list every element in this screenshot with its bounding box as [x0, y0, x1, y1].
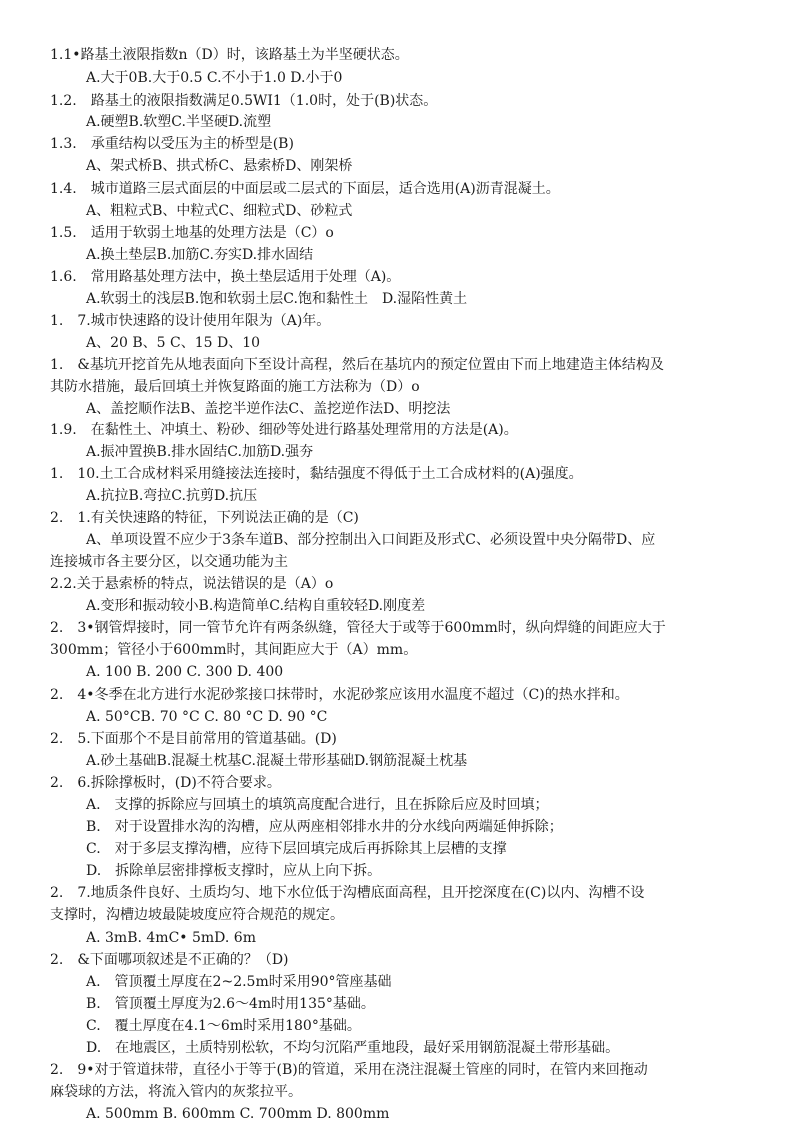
options-2-1-cont: 连接城市各主要分区，以交通功能为主: [50, 554, 288, 570]
options-2-7: A. 3mB. 4mC• 5mD. 6m: [86, 930, 256, 946]
question-1-1: 1.1•路基土液限指数n（D）时，该路基土为半坚硬状态。: [50, 47, 409, 63]
options-2-9: A. 500mm B. 600mm C. 700mm D. 800mm: [86, 1106, 390, 1122]
question-1-8: 1. &基坑开挖首先从地表面向下至设计高程，然后在基坑内的预定位置由下而上地建造主体结构及: [50, 357, 664, 373]
question-1-5: 1.5. 适用于软弱土地基的处理方法是（C）o: [50, 225, 334, 241]
question-1-8-cont: 其防水措施，最后回填土并恢复路面的施工方法称为（D）o: [50, 379, 420, 395]
options-2-6-d: D. 拆除单层密排撑板支撑时，应从上向下拆。: [86, 863, 382, 879]
question-2-5: 2. 5.下面那个不是目前常用的管道基础。(D): [50, 731, 337, 747]
question-2-4: 2. 4•冬季在北方进行水泥砂浆接口抹带时，水泥砂浆应该用水温度不超过（C)的热水拌和。: [50, 687, 629, 703]
options-2-3: A. 100 B. 200 C. 300 D. 400: [86, 664, 284, 680]
question-1-7: 1. 7.城市快速路的设计使用年限为（A)年。: [50, 313, 331, 329]
options-1-3: A、架式桥B、拱式桥C、悬索桥D、刚架桥: [86, 158, 353, 174]
options-1-5: A.换土垫层B.加筋C.夯实D.排水固结: [86, 247, 314, 263]
question-2-1: 2. 1.有关快速路的特征，下列说法正确的是（C): [50, 510, 359, 526]
options-2-5: A.砂土基础B.混凝土枕基C.混凝土带形基础D.钢筋混凝土枕基: [86, 753, 468, 769]
question-1-3: 1.3. 承重结构以受压为主的桥型是(B): [50, 136, 294, 152]
options-2-8-d: D. 在地震区，土质特别松软，不均匀沉陷严重地段，最好采用钢筋混凝土带形基础。: [86, 1040, 620, 1056]
question-2-6: 2. 6.拆除撑板时，(D)不符合要求。: [50, 775, 281, 791]
options-1-4: A、粗粒式B、中粒式C、细粒式D、砂粒式: [86, 203, 353, 219]
question-2-7: 2. 7.地质条件良好、土质均匀、地下水位低于沟槽底面高程，且开挖深度在(C)以内、沟槽不设: [50, 885, 645, 901]
options-2-6-a: A. 支撑的拆除应与回填土的填筑高度配合进行，且在拆除后应及时回填；: [86, 797, 549, 813]
options-2-1: A、单项设置不应少于3条车道B、部分控制出入口间距及形式C、必须设置中央分隔带D、应: [86, 532, 656, 548]
question-1-2: 1.2. 路基土的液限指数满足0.5WI1（1.0时，处于(B)状态。: [50, 93, 438, 109]
question-2-3: 2. 3•钢管焊接时，同一管节允许有两条纵缝，管径大于或等于600mm时，纵向焊缝的间距应大于: [50, 620, 666, 636]
options-2-8-b: B. 管顶覆土厚度为2.6～4m时用135°基础。: [86, 996, 375, 1012]
question-1-6: 1.6. 常用路基处理方法中，换土垫层适用于处理（A)。: [50, 269, 401, 285]
question-2-7-cont: 支撑时，沟槽边坡最陡坡度应符合规范的规定。: [50, 907, 344, 923]
options-2-2: A.变形和振动较小B.构造简单C.结构自重较轻D.刚度差: [86, 598, 426, 614]
question-2-9-cont: 麻袋球的方法，将流入管内的灰浆拉平。: [50, 1084, 302, 1100]
question-2-2: 2.2.关于悬索桥的特点，说法错误的是（A）o: [50, 576, 334, 592]
options-1-10: A.抗拉B.弯拉C.抗剪D.抗压: [86, 488, 258, 504]
options-1-8: A、盖挖顺作法B、盖挖半逆作法C、盖挖逆作法D、明挖法: [86, 401, 451, 417]
question-2-9: 2. 9•对于管道抹带，直径小于等于(B)的管道，采用在浇注混凝土管座的同时，在管内来回拖动: [50, 1062, 648, 1078]
options-1-7: A、20 B、5 C、15 D、10: [86, 335, 261, 351]
options-2-4: A. 50°CB. 70 °C C. 80 °C D. 90 °C: [86, 709, 328, 725]
question-1-10: 1. 10.土工合成材料采用缝接法连接时，黏结强度不得低于土工合成材料的(A)强度。: [50, 466, 583, 482]
options-2-8-a: A. 管顶覆土厚度在2~2.5m时采用90°管座基础: [86, 974, 392, 990]
options-1-6: A.软弱土的浅层B.饱和软弱土层C.饱和黏性土 D.湿陷性黄土: [86, 291, 468, 307]
options-1-1: A.大于0B.大于0.5 C.不小于1.0 D.小于0: [86, 70, 343, 86]
options-1-9: A.振冲置换B.排水固结C.加筋D.强夯: [86, 444, 314, 460]
options-2-6-c: C. 对于多层支撑沟槽，应待下层回填完成后再拆除其上层槽的支撑: [86, 841, 507, 857]
options-2-8-c: C. 覆土厚度在4.1～6m时采用180°基础。: [86, 1018, 361, 1034]
options-1-2: A.硬塑B.软塑C.半坚硬D.流塑: [86, 114, 272, 130]
question-1-9: 1.9. 在黏性土、冲填土、粉砂、细砂等处进行路基处理常用的方法是(A)。: [50, 422, 518, 438]
question-2-3-cont: 300mm；管径小于600mm时，其间距应大于（A）mm。: [50, 642, 418, 658]
question-1-4: 1.4. 城市道路三层式面层的中面层或二层式的下面层，适合选用(A)沥青混凝土。: [50, 181, 560, 197]
options-2-6-b: B. 对于设置排水沟的沟槽，应从两座相邻排水井的分水线向两端延伸拆除；: [86, 819, 563, 835]
question-2-8: 2. &下面哪项叙述是不正确的？（D): [50, 952, 289, 968]
